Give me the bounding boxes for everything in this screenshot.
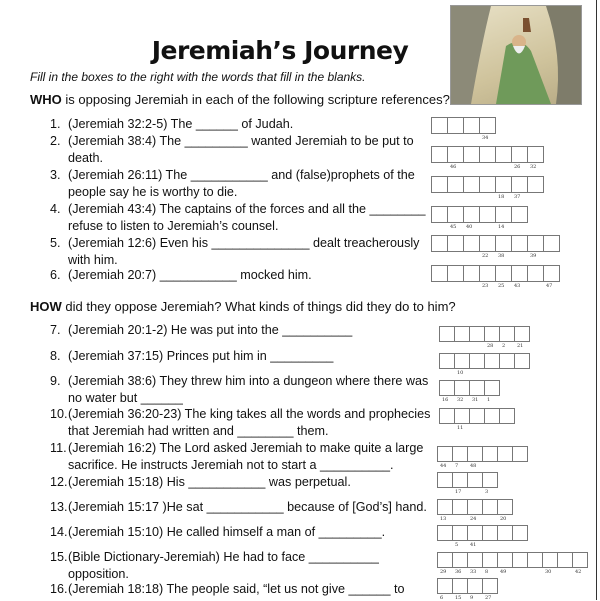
letter-box[interactable] — [463, 176, 480, 193]
question-text: (Jeremiah 37:15) Princes put him in _________ — [68, 349, 334, 363]
letter-box[interactable] — [437, 552, 453, 575]
question-text: (Jeremiah 15:18) His ___________ was perpetual. — [68, 475, 351, 489]
letter-box[interactable] — [447, 265, 464, 282]
letter-box[interactable] — [527, 265, 544, 282]
letter-box[interactable] — [484, 326, 500, 349]
answer-boxes — [431, 206, 527, 230]
letter-code: 36 — [455, 569, 462, 575]
question-text: (Jeremiah 15:10) He called himself a man of _________. — [68, 525, 386, 539]
letter-box[interactable] — [499, 326, 515, 349]
letter-box[interactable] — [452, 499, 468, 515]
letter-box[interactable] — [437, 446, 453, 469]
letter-code: 42 — [575, 569, 582, 575]
letter-box[interactable] — [514, 326, 530, 349]
letter-code: 24 — [470, 516, 477, 522]
answer-boxes — [437, 525, 527, 548]
letter-code: 14 — [498, 224, 505, 230]
letter-box[interactable] — [497, 552, 513, 575]
letter-box[interactable] — [527, 552, 543, 568]
letter-code: 5 — [455, 542, 459, 548]
letter-box[interactable] — [469, 408, 485, 424]
letter-box[interactable] — [447, 206, 464, 230]
letter-code: 2 — [502, 343, 506, 349]
question-number: 3. — [50, 168, 61, 182]
letter-code: 45 — [450, 224, 457, 230]
question-item — [50, 549, 435, 582]
letter-box[interactable] — [452, 552, 468, 575]
page-border — [596, 0, 597, 600]
question-number: 16. — [50, 582, 68, 596]
letter-code: 1 — [487, 397, 491, 403]
letter-code: 47 — [546, 283, 553, 289]
question-text: (Jeremiah 12:6) Even his ______________ dealt treacherously with him. — [68, 236, 420, 267]
letter-box[interactable] — [542, 552, 558, 575]
question-number: 13. — [50, 500, 68, 514]
letter-code: 16 — [442, 397, 449, 403]
question-number: 4. — [50, 202, 61, 216]
letter-box[interactable] — [467, 446, 483, 469]
letter-code: 32 — [530, 164, 537, 170]
question-text: (Jeremiah 15:17 )He sat ___________ because of [God’s] hand. — [68, 500, 427, 514]
letter-box[interactable] — [431, 176, 448, 193]
letter-code: 25 — [498, 283, 505, 289]
letter-box[interactable] — [511, 176, 528, 200]
question-text: (Jeremiah 38:6) They threw him into a dungeon where there was no water but ______ — [68, 374, 429, 405]
letter-box[interactable] — [499, 408, 515, 424]
letter-box[interactable] — [527, 235, 544, 259]
letter-box[interactable] — [439, 408, 455, 424]
letter-box[interactable] — [431, 117, 448, 134]
question-item — [50, 267, 435, 284]
question-text: (Jeremiah 20:1-2) He was put into the __________ — [68, 323, 353, 337]
question-text: (Jeremiah 16:2) The Lord asked Jeremiah to make quite a large sacrifice. He instructs Jeremiah not to start a __________. — [68, 441, 424, 472]
letter-box[interactable] — [527, 146, 544, 170]
letter-box[interactable] — [572, 552, 588, 575]
answer-boxes — [431, 176, 543, 200]
question-number: 14. — [50, 525, 68, 539]
letter-code: 28 — [487, 343, 494, 349]
letter-code: 7 — [455, 463, 459, 469]
letter-box[interactable] — [469, 326, 485, 342]
letter-box[interactable] — [512, 525, 528, 541]
question-item — [50, 524, 435, 541]
who-heading: WHO is opposing Jeremiah in each of the following scripture references? — [30, 92, 450, 107]
answer-boxes — [437, 552, 587, 575]
answer-boxes — [439, 380, 499, 403]
question-text: (Jeremiah 32:2-5) The ______ of Judah. — [68, 117, 294, 131]
letter-box[interactable] — [479, 146, 496, 163]
answer-boxes — [437, 499, 512, 522]
question-number: 8. — [50, 349, 61, 363]
answer-boxes — [439, 353, 529, 376]
question-number: 9. — [50, 374, 61, 388]
question-item — [50, 322, 435, 339]
letter-box[interactable] — [484, 408, 500, 424]
letter-box[interactable] — [514, 353, 530, 369]
letter-code: 37 — [514, 194, 521, 200]
letter-box[interactable] — [447, 176, 464, 193]
question-number: 15. — [50, 550, 68, 564]
answer-boxes — [431, 146, 543, 170]
question-number: 6. — [50, 268, 61, 282]
question-number: 12. — [50, 475, 68, 489]
letter-code: 34 — [482, 135, 489, 141]
letter-box[interactable] — [482, 499, 498, 515]
letter-box[interactable] — [512, 552, 528, 568]
letter-box[interactable] — [439, 326, 455, 342]
letter-box[interactable] — [482, 446, 498, 462]
letter-code: 29 — [440, 569, 447, 575]
question-number: 11. — [50, 441, 67, 455]
page-title: Jeremiah’s Journey — [151, 36, 409, 65]
letter-box[interactable] — [482, 472, 498, 495]
letter-box[interactable] — [454, 408, 470, 431]
how-heading: HOW did they oppose Jeremiah? What kinds of things did they do to him? — [30, 299, 456, 314]
question-item — [50, 201, 435, 234]
letter-box[interactable] — [469, 380, 485, 403]
letter-box[interactable] — [454, 326, 470, 342]
letter-box[interactable] — [431, 146, 448, 163]
letter-box[interactable] — [484, 380, 500, 403]
letter-box[interactable] — [447, 117, 464, 134]
letter-box[interactable] — [495, 235, 512, 259]
letter-code: 26 — [514, 164, 521, 170]
letter-box[interactable] — [479, 206, 496, 223]
letter-box[interactable] — [463, 265, 480, 282]
letter-box[interactable] — [452, 525, 468, 548]
question-number: 5. — [50, 236, 61, 250]
letter-code: 33 — [470, 569, 477, 575]
letter-code: 10 — [457, 370, 464, 376]
letter-code: 40 — [466, 224, 473, 230]
letter-box[interactable] — [447, 146, 464, 170]
question-item — [50, 474, 435, 491]
letter-code: 43 — [514, 283, 521, 289]
letter-code: 41 — [470, 542, 477, 548]
letter-box[interactable] — [431, 206, 448, 223]
letter-box[interactable] — [452, 446, 468, 469]
letter-code: 39 — [530, 253, 537, 259]
letter-box[interactable] — [447, 235, 464, 252]
letter-box[interactable] — [463, 117, 480, 134]
letter-box[interactable] — [484, 353, 500, 369]
answer-boxes — [431, 235, 559, 259]
letter-code: 27 — [485, 595, 492, 601]
letter-box[interactable] — [437, 578, 453, 601]
letter-box[interactable] — [454, 353, 470, 376]
letter-code: 8 — [485, 569, 489, 575]
question-number: 10. — [50, 407, 68, 421]
letter-box[interactable] — [437, 472, 453, 488]
question-text: (Jeremiah 43:4) The captains of the forces and all the ________ refuse to listen to Jeremiah’s counsel. — [68, 202, 426, 233]
letter-box[interactable] — [469, 353, 485, 369]
letter-box[interactable] — [512, 446, 528, 462]
question-text: (Jeremiah 18:18) The people said, “let us not give ______ to — [68, 582, 405, 596]
letter-box[interactable] — [467, 525, 483, 548]
question-number: 7. — [50, 323, 61, 337]
letter-code: 18 — [498, 194, 505, 200]
question-text: (Jeremiah 36:20-23) The king takes all the words and prophecies that Jeremiah had written and ________ them. — [68, 407, 431, 438]
question-item — [50, 167, 435, 200]
letter-box[interactable] — [467, 578, 483, 601]
question-item — [50, 133, 435, 166]
answer-boxes — [437, 446, 527, 469]
letter-box[interactable] — [463, 206, 480, 230]
letter-box[interactable] — [499, 353, 515, 369]
letter-box[interactable] — [467, 552, 483, 575]
letter-box[interactable] — [482, 578, 498, 601]
letter-box[interactable] — [454, 380, 470, 403]
question-item — [50, 235, 435, 268]
letter-code: 6 — [440, 595, 444, 601]
question-text: (Jeremiah 38:4) The _________ wanted Jeremiah to be put to death. — [68, 134, 414, 165]
letter-code: 3 — [485, 489, 489, 495]
letter-box[interactable] — [511, 235, 528, 252]
letter-box[interactable] — [497, 525, 513, 541]
letter-box[interactable] — [527, 176, 544, 193]
question-item — [50, 373, 435, 406]
letter-box[interactable] — [463, 235, 480, 252]
letter-code: 44 — [440, 463, 447, 469]
answer-boxes — [439, 408, 514, 431]
letter-box[interactable] — [467, 499, 483, 522]
letter-box[interactable] — [467, 472, 483, 488]
letter-code: 11 — [457, 425, 464, 431]
letter-box[interactable] — [479, 176, 496, 193]
letter-box[interactable] — [439, 380, 455, 403]
letter-box[interactable] — [452, 472, 468, 495]
question-item — [50, 116, 435, 133]
letter-box[interactable] — [495, 176, 512, 200]
letter-box[interactable] — [543, 265, 560, 289]
letter-box[interactable] — [497, 446, 513, 462]
letter-box[interactable] — [452, 578, 468, 601]
question-item — [50, 348, 435, 365]
answer-boxes — [431, 117, 495, 141]
letter-box[interactable] — [495, 146, 512, 163]
letter-box[interactable] — [431, 235, 448, 252]
letter-code: 49 — [500, 569, 507, 575]
letter-box[interactable] — [511, 206, 528, 223]
letter-box[interactable] — [495, 265, 512, 289]
letter-box[interactable] — [463, 146, 480, 163]
letter-code: 15 — [455, 595, 462, 601]
letter-box[interactable] — [479, 265, 496, 289]
letter-code: 23 — [482, 283, 489, 289]
question-number: 2. — [50, 134, 61, 148]
letter-code: 30 — [545, 569, 552, 575]
answer-boxes — [439, 326, 529, 349]
letter-code: 21 — [517, 343, 524, 349]
question-text: (Bible Dictionary-Jeremiah) He had to face __________ opposition. — [68, 550, 379, 581]
letter-code: 46 — [450, 164, 457, 170]
letter-code: 9 — [470, 595, 474, 601]
letter-box[interactable] — [437, 525, 453, 541]
letter-code: 22 — [482, 253, 489, 259]
letter-box[interactable] — [482, 525, 498, 541]
letter-code: 20 — [500, 516, 507, 522]
letter-box[interactable] — [479, 117, 496, 141]
question-item — [50, 440, 435, 473]
letter-box[interactable] — [543, 235, 560, 252]
question-text: (Jeremiah 20:7) ___________ mocked him. — [68, 268, 312, 282]
letter-box[interactable] — [495, 206, 512, 230]
letter-code: 48 — [470, 463, 477, 469]
letter-code: 31 — [472, 397, 479, 403]
question-item — [50, 581, 435, 598]
letter-box[interactable] — [479, 235, 496, 259]
letter-box[interactable] — [511, 265, 528, 289]
answer-boxes — [431, 265, 559, 289]
question-text: (Jeremiah 26:11) The ___________ and (false)prophets of the people say he is worthy to die. — [68, 168, 415, 199]
letter-box[interactable] — [482, 552, 498, 575]
answer-boxes — [437, 472, 497, 495]
question-item — [50, 406, 435, 439]
letter-box[interactable] — [437, 499, 453, 522]
letter-box[interactable] — [497, 499, 513, 522]
question-item — [50, 499, 435, 516]
instructions: Fill in the boxes to the right with the words that fill in the blanks. — [30, 70, 366, 84]
letter-code: 32 — [457, 397, 464, 403]
letter-box[interactable] — [439, 353, 455, 369]
letter-box[interactable] — [431, 265, 448, 282]
letter-box[interactable] — [511, 146, 528, 170]
letter-code: 38 — [498, 253, 505, 259]
letter-code: 13 — [440, 516, 447, 522]
letter-box[interactable] — [557, 552, 573, 568]
answer-boxes — [437, 578, 497, 601]
letter-code: 17 — [455, 489, 462, 495]
question-number: 1. — [50, 117, 61, 131]
